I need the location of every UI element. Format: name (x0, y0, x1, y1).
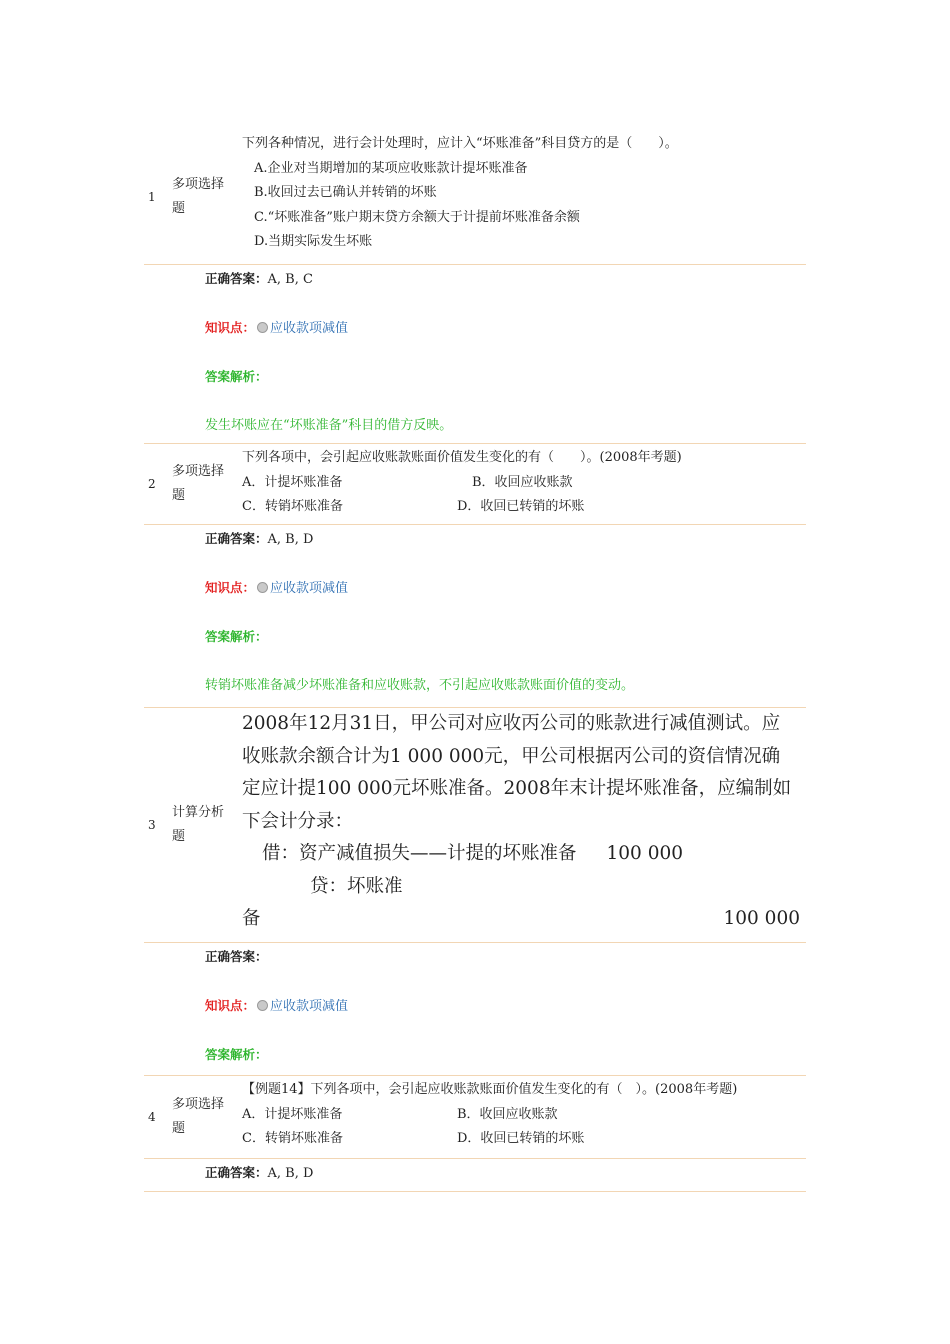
option-a: A.企业对当期增加的某项应收账款计提坏账准备 (254, 160, 528, 176)
analysis-text: 转销坏账准备减少坏账准备和应收账款，不引起应收账款账面价值的变动。 (205, 678, 635, 693)
option-b: B.收回过去已确认并转销的坏账 (254, 185, 437, 200)
option-a: A．计提坏账准备 (242, 474, 343, 490)
question-body (236, 1076, 806, 1158)
answer-block-3 (144, 943, 806, 1075)
question-list (144, 130, 806, 1192)
question-stem-line: 下会计分录： (242, 810, 354, 832)
option-d: D．收回已转销的坏账 (457, 499, 585, 514)
option-d: D．收回已转销的坏账 (457, 1131, 585, 1146)
knowledge-point-label: 知识点： (205, 320, 256, 335)
correct-answer-value: A, B, C (267, 272, 313, 287)
question-body (236, 130, 806, 264)
answer-block-1 (144, 265, 806, 443)
correct-answer-label: 正确答案： (205, 949, 268, 964)
debit-amount: 100 000 (606, 843, 684, 864)
knowledge-point-link[interactable]: 应收款项减值 (270, 321, 349, 336)
question-type: 计算分析题 (172, 805, 225, 844)
divider (144, 1191, 806, 1192)
question-body (236, 708, 806, 942)
question-type: 多项选择题 (172, 1097, 225, 1136)
option-d: D.当期实际发生坏账 (254, 234, 373, 249)
question-body (236, 444, 806, 524)
question-1 (144, 130, 806, 264)
debit-account: 借：资产减值损失——计提的坏账准备 (262, 843, 577, 864)
journal-credit-line (242, 871, 806, 904)
option-b: B．收回应收账款 (457, 1106, 558, 1122)
option-c: C．转销坏账准备 (242, 499, 343, 514)
correct-answer-value: A, B, D (267, 532, 314, 547)
option-c: C.“坏账准备”账户期末贷方余额大于计提前坏账准备余额 (254, 209, 580, 225)
question-3 (144, 708, 806, 942)
credit-account: 贷：坏账准 (310, 875, 403, 897)
knowledge-point-link[interactable]: 应收款项减值 (270, 999, 349, 1014)
question-stem: 【例题14】下列各项中，会引起应收账款账面价值发生变化的有（ ）。(2008年考题) (242, 1082, 738, 1097)
knowledge-point-link[interactable]: 应收款项减值 (270, 581, 349, 596)
question-stem-line: 收账款余额合计为1 000 000元，甲公司根据丙公司的资信情况确 (242, 745, 781, 767)
question-stem: 下列各项中，会引起应收账款账面价值发生变化的有（ ）。(2008年考题) (242, 450, 682, 465)
credit-account-tail: 备 (242, 908, 261, 929)
question-4 (144, 1076, 806, 1158)
correct-answer-label: 正确答案： (205, 1165, 268, 1180)
option-c: C．转销坏账准备 (242, 1131, 343, 1146)
journal-credit-tail (242, 903, 806, 936)
analysis-label: 答案解析： (205, 629, 268, 644)
knowledge-point-label: 知识点： (205, 580, 256, 595)
question-stem-line: 定应计提100 000元坏账准备。2008年末计提坏账准备，应编制如 (242, 778, 792, 799)
analysis-label: 答案解析： (205, 1047, 268, 1062)
journal-debit-line (242, 838, 806, 871)
bullet-icon (257, 582, 268, 593)
question-stem: 下列各种情况，进行会计处理时，应计入“坏账准备”科目贷方的是（ ）。 (242, 136, 678, 151)
answer-block-4 (144, 1159, 806, 1191)
answer-block-2 (144, 525, 806, 707)
correct-answer-value: A, B, D (267, 1166, 314, 1181)
question-number: 3 (148, 818, 156, 832)
question-type: 多项选择题 (172, 464, 225, 503)
correct-answer-label: 正确答案： (205, 271, 268, 286)
correct-answer-label: 正确答案： (205, 531, 268, 546)
bullet-icon (257, 322, 268, 333)
bullet-icon (257, 1000, 268, 1011)
question-number: 4 (148, 1110, 156, 1124)
knowledge-point-label: 知识点： (205, 998, 256, 1013)
question-number: 2 (148, 477, 156, 491)
option-a: A．计提坏账准备 (242, 1106, 343, 1122)
analysis-label: 答案解析： (205, 369, 268, 384)
question-type: 多项选择题 (172, 177, 225, 216)
analysis-text: 发生坏账应在“坏账准备”科目的借方反映。 (205, 418, 453, 433)
question-2 (144, 444, 806, 524)
question-number: 1 (148, 190, 156, 204)
question-stem-line: 2008年12月31日，甲公司对应收丙公司的账款进行减值测试。应 (242, 713, 781, 734)
option-b: B．收回应收账款 (472, 474, 573, 490)
credit-amount: 100 000 (723, 908, 800, 929)
